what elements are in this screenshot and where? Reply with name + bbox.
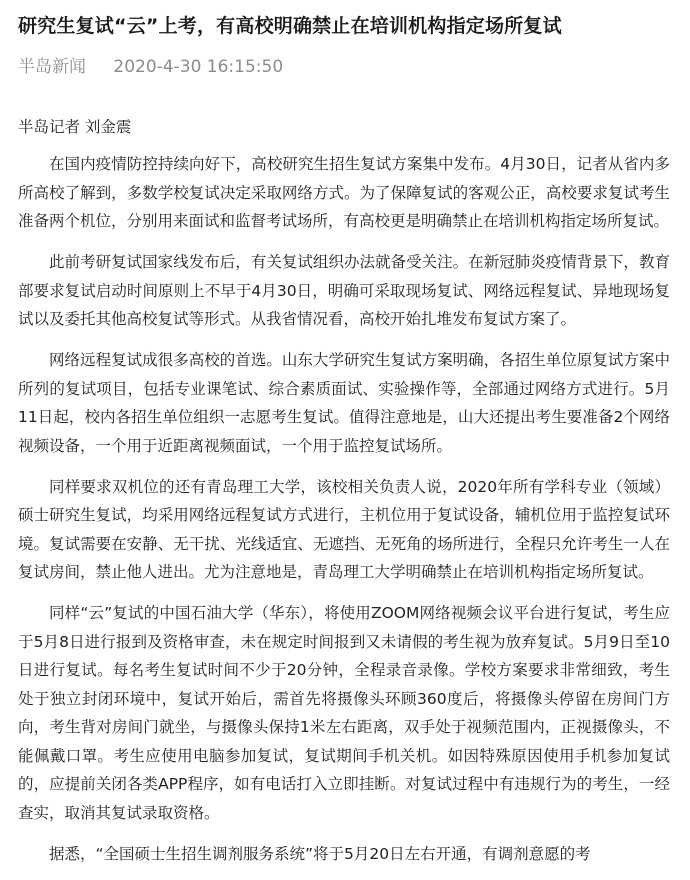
article-title: 研究生复试“云”上考，有高校明确禁止在培训机构指定场所复试 <box>18 15 562 37</box>
article-meta <box>18 54 283 80</box>
article-paragraph: 此前考研复试国家线发布后，有关复试组织办法就备受关注。在新冠肺炎疫情背景下，教育部要求复试启动时间原则上不早于4月30日，明确可采取现场复试、网络远程复试、异地现场复试以及委托其他高校复试等形式。从我省情况看，高校开始扎堆发布复试方案了。 <box>18 253 670 328</box>
article-datetime: 2020-4-30 16:15:50 <box>113 57 284 77</box>
article-paragraph: 网络远程复试成很多高校的首选。山东大学研究生复试方案明确，各招生单位原复试方案中所列的复试项目，包括专业课笔试、综合素质面试、实验操作等，全部通过网络方式进行。5月11日起，校内各招生单位组织一志愿考生复试。值得注意地是，山大还提出考生要准备2个网络视频设备，一个用于近距离视频面试，一个用于监控复试场所。 <box>18 351 670 455</box>
article-body <box>18 150 670 880</box>
article-source[interactable]: 半岛新闻 <box>18 57 86 77</box>
article-paragraph: 据悉，“全国硕士生招生调剂服务系统”将于5月20日左右开通，有调剂意愿的考 <box>49 844 591 863</box>
article-byline: 半岛记者 刘金震 <box>18 118 132 136</box>
article-paragraph: 同样要求双机位的还有青岛理工大学，该校相关负责人说，2020年所有学科专业（领域）硕士研究生复试，均采用网络远程复试方式进行，主机位用于复试设备，辅机位用于监控复试环境。复试需要在安静、无干扰、光线适宜、无遮挡、无死角的场所进行，全程只允许考生一人在复试房间，禁止他人进出。尤为注意地是，青岛理工大学明确禁止在培训机构指定场所复试。 <box>18 477 670 581</box>
article-paragraph: 同样“云”复试的中国石油大学（华东），将使用ZOOM网络视频会议平台进行复试，考生应于5月8日进行报到及资格审查，未在规定时间报到又未请假的考生视为放弃复试。5月9日至10日进行复试。每名考生复试时间不少于20分钟，全程录音录像。学校方案要求非常细致，考生处于独立封闭环境中，复试开始后，需首先将摄像头环顾360度后，将摄像头停留在房间门方向，考生背对房间门就坐，与摄像头保持1米左右距离，双手处于视频范围内，正视摄像头，不能佩戴口罩。考生应使用电脑参加复试，复试期间手机关机。如因特殊原因使用手机参加复试的，应提前关闭各类APP程序，如有电话打入立即挂断。对复试过程中有违规行为的考生，一经查实，取消其复试录取资格。 <box>18 604 670 822</box>
article-paragraph: 在国内疫情防控持续向好下，高校研究生招生复试方案集中发布。4月30日，记者从省内多所高校了解到，多数学校复试决定采取网络方式。为了保障复试的客观公正，高校要求复试考生准备两个机位，分别用来面试和监督考试场所，有高校更是明确禁止在培训机构指定场所复试。 <box>18 155 670 230</box>
